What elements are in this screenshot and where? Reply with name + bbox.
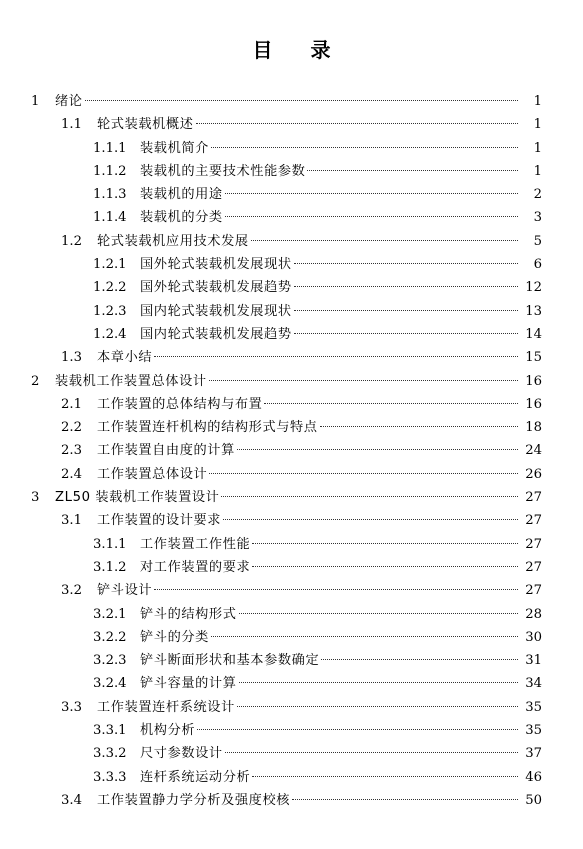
toc-entry-number: 1.3 (61, 350, 82, 366)
toc-entry-page-number: 13 (525, 303, 542, 319)
toc-entry[interactable] (0, 160, 583, 183)
toc-entry[interactable] (0, 439, 583, 462)
toc-entry[interactable] (0, 346, 583, 369)
toc-entry[interactable] (0, 230, 583, 253)
toc-entry-number: 1 (31, 94, 40, 109)
toc-entry-page-number: 35 (525, 723, 542, 739)
toc-entry-title: 工作装置自由度的计算 (97, 443, 235, 459)
dot-leader (211, 147, 518, 148)
toc-entry-number: 1.1.4 (93, 210, 127, 226)
toc-entry[interactable] (0, 370, 583, 393)
dot-leader (225, 216, 518, 217)
toc-entry[interactable] (0, 533, 583, 556)
toc-entry-title: 工作装置的设计要求 (97, 513, 222, 529)
toc-entry-page-number: 16 (525, 373, 542, 389)
toc-entry[interactable] (0, 603, 583, 626)
dot-leader (321, 659, 518, 660)
dot-leader (154, 589, 518, 590)
toc-entry-title: 铲斗设计 (97, 583, 153, 599)
dot-leader (252, 776, 518, 777)
toc-entry-title: 工作装置静力学分析及强度校核 (97, 792, 291, 808)
toc-entry[interactable] (0, 626, 583, 649)
dot-leader (251, 240, 518, 241)
toc-entry[interactable] (0, 789, 583, 812)
toc-entry-number: 3.3.2 (93, 746, 127, 762)
toc-entry-page-number: 27 (525, 536, 542, 552)
dot-leader (294, 333, 518, 334)
toc-entry-page-number: 27 (525, 513, 542, 529)
toc-entry-number: 1.1 (61, 117, 82, 133)
toc-entry-number: 3.2.2 (93, 629, 127, 645)
toc-entry-number: 1.2.2 (93, 280, 127, 296)
toc-entry[interactable] (0, 766, 583, 789)
toc-entry-page-number: 27 (525, 583, 542, 599)
toc-entry[interactable] (0, 649, 583, 672)
toc-entry-title: 装载机的主要技术性能参数 (140, 163, 306, 179)
toc-entry[interactable] (0, 300, 583, 323)
toc-entry-number: 1.1.2 (93, 163, 127, 179)
toc-entry-title: ZL50 装载机工作装置设计 (55, 490, 220, 506)
dot-leader (307, 170, 518, 171)
dot-leader (264, 403, 518, 404)
dot-leader (294, 263, 518, 264)
dot-leader (252, 543, 518, 544)
dot-leader (239, 613, 518, 614)
toc-entry-title: 工作装置连杆机构的结构形式与特点 (97, 420, 318, 436)
toc-entry-number: 3 (31, 490, 40, 506)
toc-entry-title: 装载机工作装置总体设计 (55, 373, 207, 389)
toc-entry-number: 1.2 (61, 233, 82, 249)
toc-entry-number: 1.1.3 (93, 187, 127, 203)
toc-entry[interactable] (0, 742, 583, 765)
toc-entry-number: 3.3 (61, 699, 82, 715)
toc-entry-title: 工作装置的总体结构与布置 (97, 396, 263, 412)
toc-entry-number: 2.3 (61, 443, 82, 459)
toc-entry-title: 工作装置工作性能 (140, 536, 251, 552)
toc-entry-number: 3.3.3 (93, 769, 127, 785)
dot-leader (252, 566, 518, 567)
dot-leader (223, 519, 518, 520)
toc-entry[interactable] (0, 672, 583, 695)
toc-entry[interactable] (0, 393, 583, 416)
dot-leader (225, 752, 518, 753)
toc-entry-number: 2.4 (61, 466, 82, 482)
toc-entry[interactable] (0, 486, 583, 509)
toc-entry-page-number: 12 (525, 280, 542, 296)
toc-entry-page-number: 24 (525, 443, 542, 459)
toc-entry-number: 3.2.4 (93, 676, 127, 692)
toc-entry-number: 2.2 (61, 420, 82, 436)
toc-entry-title: 装载机简介 (140, 140, 209, 156)
toc-entry-title: 铲斗的分类 (140, 629, 209, 645)
toc-entry-page-number: 30 (525, 629, 542, 645)
toc-entry[interactable] (0, 696, 583, 719)
toc-entry-page-number: 6 (533, 257, 542, 273)
toc-entry-page-number: 26 (525, 466, 542, 482)
toc-entry-number: 2.1 (61, 396, 82, 412)
toc-entry-page-number: 1 (533, 94, 542, 109)
toc-entry-title: 对工作装置的要求 (140, 559, 251, 575)
toc-entry-title: 装载机的用途 (140, 187, 223, 203)
toc-entry-title: 轮式装载机应用技术发展 (97, 233, 249, 249)
dot-leader (237, 706, 518, 707)
toc-entry-title: 铲斗容量的计算 (140, 676, 237, 692)
dot-leader (211, 636, 518, 637)
toc-title: 目录 (252, 38, 369, 62)
toc-entry-page-number: 35 (525, 699, 542, 715)
toc-entry[interactable] (0, 719, 583, 742)
toc-entry[interactable] (0, 206, 583, 229)
toc-entry-title: 装载机的分类 (140, 210, 223, 226)
toc-entry-page-number: 34 (525, 676, 542, 692)
toc-entry[interactable] (0, 276, 583, 299)
table-of-contents (0, 90, 583, 812)
toc-entry-page-number: 50 (525, 792, 542, 808)
dot-leader (196, 123, 518, 124)
toc-entry-page-number: 15 (525, 350, 542, 366)
toc-entry-title: 轮式装载机概述 (97, 117, 194, 133)
toc-entry[interactable] (0, 183, 583, 206)
dot-leader (209, 473, 518, 474)
dot-leader (294, 310, 518, 311)
toc-entry[interactable] (0, 509, 583, 532)
toc-entry-number: 1.2.3 (93, 303, 127, 319)
toc-entry-number: 3.2.1 (93, 606, 127, 622)
toc-entry[interactable] (0, 90, 583, 113)
toc-entry-number: 2 (31, 373, 40, 389)
toc-entry-page-number: 1 (533, 117, 542, 133)
toc-entry-page-number: 37 (525, 746, 542, 762)
toc-entry-title: 机构分析 (140, 723, 196, 739)
toc-entry-page-number: 3 (533, 210, 542, 226)
dot-leader (154, 356, 518, 357)
dot-leader (209, 380, 518, 381)
toc-entry[interactable] (0, 113, 583, 136)
toc-entry-page-number: 27 (525, 559, 542, 575)
toc-entry[interactable] (0, 323, 583, 346)
toc-entry-page-number: 1 (533, 140, 542, 156)
toc-entry-title: 绪论 (55, 94, 83, 109)
toc-entry-number: 1.2.4 (93, 326, 127, 342)
dot-leader (221, 496, 518, 497)
toc-entry-number: 3.1.1 (93, 536, 127, 552)
toc-entry[interactable] (0, 416, 583, 439)
toc-entry-page-number: 18 (525, 420, 542, 436)
dot-leader (85, 100, 518, 101)
toc-entry-number: 3.3.1 (93, 723, 127, 739)
toc-entry-page-number: 1 (533, 163, 542, 179)
toc-entry[interactable] (0, 579, 583, 602)
toc-entry[interactable] (0, 556, 583, 579)
toc-entry-title: 国内轮式装载机发展现状 (140, 303, 292, 319)
dot-leader (197, 729, 518, 730)
toc-entry-number: 3.1 (61, 513, 82, 529)
toc-entry-title: 国外轮式装载机发展趋势 (140, 280, 292, 296)
dot-leader (239, 682, 518, 683)
toc-entry-page-number: 16 (525, 396, 542, 412)
toc-entry[interactable] (0, 253, 583, 276)
toc-entry-title: 工作装置连杆系统设计 (97, 699, 235, 715)
toc-entry-number: 3.1.2 (93, 559, 127, 575)
toc-entry-page-number: 46 (525, 769, 542, 785)
toc-entry-title: 连杆系统运动分析 (140, 769, 251, 785)
toc-entry-number: 3.4 (61, 792, 82, 808)
toc-entry-title: 铲斗的结构形式 (140, 606, 237, 622)
dot-leader (225, 193, 518, 194)
toc-entry-page-number: 27 (525, 490, 542, 506)
toc-entry-number: 1.2.1 (93, 257, 127, 273)
toc-entry-page-number: 2 (533, 187, 542, 203)
toc-entry-page-number: 14 (525, 326, 542, 342)
toc-entry-title: 国外轮式装载机发展现状 (140, 257, 292, 273)
toc-entry[interactable] (0, 463, 583, 486)
toc-entry-title: 工作装置总体设计 (97, 466, 208, 482)
toc-entry-number: 1.1.1 (93, 140, 127, 156)
toc-entry-title: 尺寸参数设计 (140, 746, 223, 762)
dot-leader (294, 286, 518, 287)
dot-leader (320, 426, 518, 427)
toc-entry-number: 3.2.3 (93, 653, 127, 669)
toc-entry-title: 国内轮式装载机发展趋势 (140, 326, 292, 342)
dot-leader (292, 799, 518, 800)
toc-entry-page-number: 31 (525, 653, 542, 669)
toc-entry[interactable] (0, 137, 583, 160)
dot-leader (237, 449, 518, 450)
toc-entry-title: 本章小结 (97, 350, 153, 366)
toc-entry-page-number: 28 (525, 606, 542, 622)
toc-entry-number: 3.2 (61, 583, 82, 599)
toc-entry-title: 铲斗断面形状和基本参数确定 (140, 653, 320, 669)
toc-entry-page-number: 5 (533, 233, 542, 249)
